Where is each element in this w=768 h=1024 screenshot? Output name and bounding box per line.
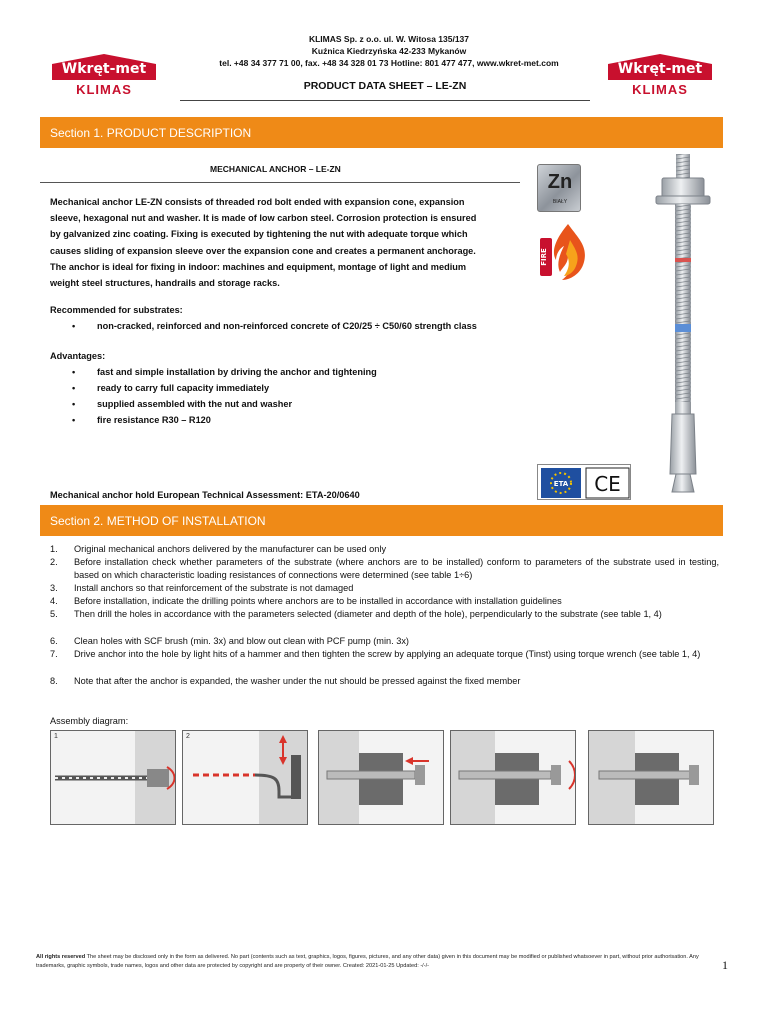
description-line: by galvanized zinc coating. Fixing is executed by tightening the nut with adequate torque which: [50, 229, 468, 240]
logo-brand-text: Wkręt-met: [617, 61, 703, 77]
company-contact-line: tel. +48 34 377 71 00, fax. +48 34 328 01 73 Hotline: 801 477 477, www.wkret-met.com: [219, 58, 559, 68]
installed-anchor-icon: [589, 731, 714, 825]
assembly-diagram-label: Assembly diagram:: [50, 716, 129, 726]
zinc-coating-badge: [537, 164, 581, 212]
description-line: causes sliding of expansion sleeve over the expansion cone and creates a permanent anchorage.: [50, 245, 476, 256]
logo-klimas-text: KLIMAS: [632, 82, 688, 97]
bullet-icon: •: [72, 399, 76, 409]
assembly-step-2: [182, 730, 308, 825]
assembly-step-1: [50, 730, 176, 825]
logo-right: [604, 52, 716, 98]
advantage-item: • fire resistance R30 – R120: [72, 415, 211, 425]
anchor-bolt-image: [648, 152, 718, 502]
description-line: Mechanical anchor LE-ZN consists of threaded rod bolt ended with expansion cone, expansion: [50, 197, 465, 207]
fire-label: FIRE: [540, 248, 548, 266]
logo-brand-text: Wkręt-met: [61, 61, 147, 77]
logo-left: [48, 52, 160, 98]
zn-label: Zn: [547, 171, 573, 193]
substrate-item: • non-cracked, reinforced and non-reinforced concrete of C20/25 ÷ C50/60 strength class: [72, 321, 477, 331]
company-address-line: Kuźnica Kiedrzyńska 42-233 Mykanów: [311, 46, 467, 56]
certification-badges: [537, 464, 631, 500]
logo-klimas-text: KLIMAS: [76, 82, 132, 97]
bullet-icon: •: [72, 383, 76, 393]
company-address-line: KLIMAS Sp. z o.o. ul. W. Witosa 135/137: [308, 34, 470, 44]
advantage-item: • ready to carry full capacity immediately: [72, 383, 270, 393]
section-1-title: Section 1. PRODUCT DESCRIPTION: [50, 126, 252, 140]
document-title: PRODUCT DATA SHEET – LE-ZN: [303, 80, 467, 92]
advantage-item: • fast and simple installation by driving the anchor and tightening: [72, 367, 377, 377]
eta-statement: Mechanical anchor hold European Technical Assessment: ETA-20/0640: [50, 490, 360, 500]
description-line: sleeve, hexagonal nut and washer. It is made of low carbon steel. Corrosion protection is ensured: [50, 213, 477, 224]
bullet-icon: •: [72, 321, 76, 331]
substrates-label: Recommended for substrates:: [50, 305, 183, 315]
product-description: [50, 194, 520, 291]
section-1-header: [40, 117, 723, 148]
title-divider: [180, 100, 590, 101]
panel-number: 1: [54, 733, 58, 740]
zn-sublabel: BIAŁY: [552, 199, 568, 205]
section-2-title: Section 2. METHOD OF INSTALLATION: [50, 514, 266, 528]
copyright-footer: [36, 953, 714, 971]
panel-number: 2: [186, 733, 190, 740]
torque-tighten-icon: [451, 731, 576, 825]
subheading-divider: [40, 182, 520, 183]
assembly-step-5: [588, 730, 714, 825]
eta-logo-icon: [538, 465, 632, 501]
bullet-icon: •: [72, 367, 76, 377]
cleaning-pump-icon: [183, 731, 308, 825]
section-2-header: [40, 505, 723, 536]
bullet-icon: •: [72, 415, 76, 425]
ce-mark-icon: CE: [594, 472, 621, 496]
page-number: 1: [722, 958, 728, 972]
footer-bold: All rights reserved: [36, 954, 86, 960]
footer-text: The sheet may be disclosed only in the form as delivered. No part (contents such as text, graphics, logos, figures, pictures, and any other data) given in this document may be modified or published whatsoever in part, without prior authorisation. Any trademarks, graphic symbols, trade names, logos and other data are protected by copyright and are property of their owner. Created: 2021-01-25 Updated: -/-/-: [36, 954, 699, 969]
fire-resistance-icon: [538, 220, 590, 282]
advantage-item: • supplied assembled with the nut and washer: [72, 399, 293, 409]
drill-icon: [51, 731, 176, 825]
description-line: The anchor is ideal for fixing in indoor: machines and equipment, montage of light and medium: [50, 261, 467, 272]
eta-text: ETA: [553, 480, 569, 488]
description-line: weight steel structures, handrails and storage racks.: [50, 278, 280, 289]
product-subheading: MECHANICAL ANCHOR – LE-ZN: [210, 164, 341, 174]
assembly-step-4: [450, 730, 576, 825]
advantages-label: Advantages:: [50, 351, 106, 361]
assembly-step-3: [318, 730, 444, 825]
insert-anchor-icon: [319, 731, 444, 825]
